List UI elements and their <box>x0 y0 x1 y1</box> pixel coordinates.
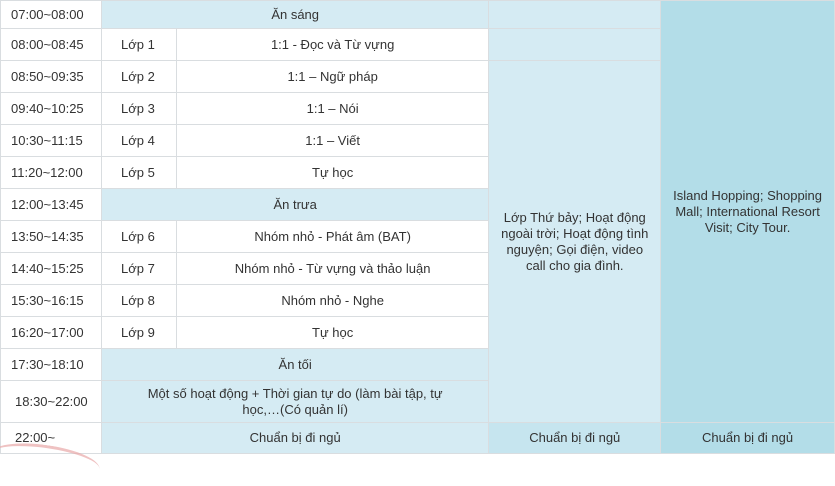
time-cell: 11:20~12:00 <box>1 157 102 189</box>
class-cell: Lớp 2 <box>101 61 176 93</box>
time-cell: 08:50~09:35 <box>1 61 102 93</box>
meal-cell: Ăn trưa <box>101 189 488 221</box>
time-cell: 15:30~16:15 <box>1 285 102 317</box>
time-cell: 18:30~22:00 <box>1 381 102 423</box>
activity-cell: Tự học <box>176 317 488 349</box>
activity-cell: 1:1 - Đọc và Từ vựng <box>176 29 488 61</box>
table-row <box>1 1 835 29</box>
sunday-bedtime-cell: Chuẩn bị đi ngủ <box>661 423 835 454</box>
free-time-cell: Một số hoạt động + Thời gian tự do (làm bài tập, tự học,…(Có quản lí) <box>101 381 488 423</box>
time-cell: 09:40~10:25 <box>1 93 102 125</box>
time-cell: 16:20~17:00 <box>1 317 102 349</box>
saturday-empty-cell <box>489 29 661 61</box>
saturday-bedtime-cell: Chuẩn bị đi ngủ <box>489 423 661 454</box>
table-row <box>1 423 835 454</box>
time-cell: 14:40~15:25 <box>1 253 102 285</box>
class-cell: Lớp 7 <box>101 253 176 285</box>
sunday-activities-cell: Island Hopping; Shopping Mall; International Resort Visit; City Tour. <box>661 1 835 423</box>
meal-cell: Ăn sáng <box>101 1 488 29</box>
class-cell: Lớp 9 <box>101 317 176 349</box>
time-cell: 10:30~11:15 <box>1 125 102 157</box>
class-cell: Lớp 5 <box>101 157 176 189</box>
class-cell: Lớp 1 <box>101 29 176 61</box>
meal-cell: Ăn tối <box>101 349 488 381</box>
class-cell: Lớp 8 <box>101 285 176 317</box>
class-cell: Lớp 3 <box>101 93 176 125</box>
time-cell: 17:30~18:10 <box>1 349 102 381</box>
class-cell: Lớp 4 <box>101 125 176 157</box>
time-cell: 08:00~08:45 <box>1 29 102 61</box>
activity-cell: Nhóm nhỏ - Từ vựng và thảo luận <box>176 253 488 285</box>
activity-cell: Tự học <box>176 157 488 189</box>
class-cell: Lớp 6 <box>101 221 176 253</box>
time-cell: 13:50~14:35 <box>1 221 102 253</box>
time-cell: 07:00~08:00 <box>1 1 102 29</box>
saturday-activities-cell: Lớp Thứ bảy; Hoạt động ngoài trời; Hoạt động tình nguyện; Gọi điện, video call cho gia đình. <box>489 61 661 423</box>
activity-cell: 1:1 – Ngữ pháp <box>176 61 488 93</box>
activity-cell: Nhóm nhỏ - Nghe <box>176 285 488 317</box>
activity-cell: 1:1 – Viết <box>176 125 488 157</box>
activity-cell: Nhóm nhỏ - Phát âm (BAT) <box>176 221 488 253</box>
saturday-empty-cell <box>489 1 661 29</box>
bedtime-cell: Chuẩn bị đi ngủ <box>101 423 488 454</box>
time-cell: 12:00~13:45 <box>1 189 102 221</box>
time-cell: 22:00~ <box>1 423 102 454</box>
activity-cell: 1:1 – Nói <box>176 93 488 125</box>
